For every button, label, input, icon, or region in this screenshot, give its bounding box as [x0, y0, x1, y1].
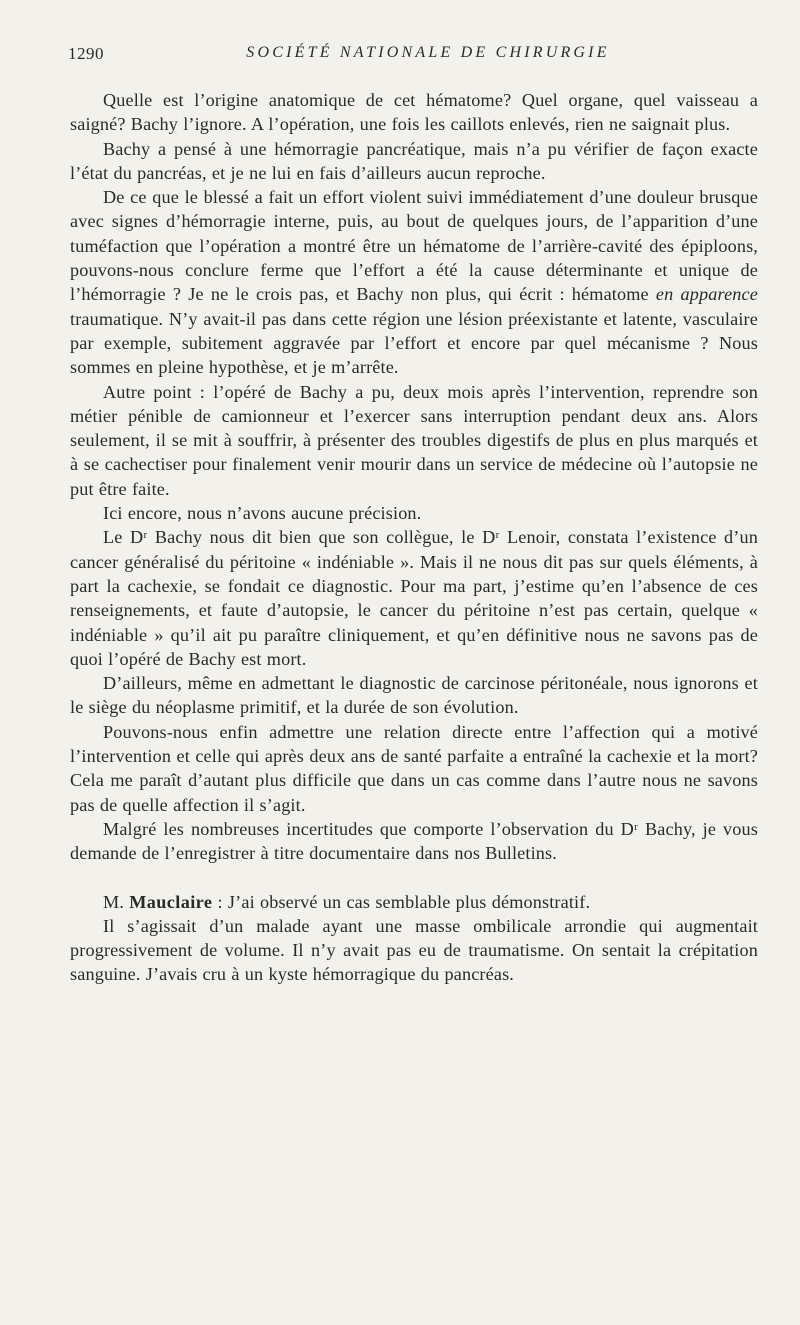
paragraph-effort-question-text: De ce que le blessé a fait un effort violent suivi immédiatement d’une douleur brusque avec signes d’hémorragie interne, puis, au bout de quelques jours, de l’apparition d’une tuméfaction que l’opération a montré être un hématome de l’arrière-cavité des épiploons, pouvons-nous conclure ferme que l’effort a été la cause déterminante et unique de l’hémorragie ?: [70, 187, 758, 305]
journal-title: SOCIÉTÉ NATIONALE DE CHIRURGIE: [246, 44, 610, 61]
paragraph-mauclaire-intro: [70, 890, 758, 914]
paragraph-other-point: Autre point : l’opéré de Bachy a pu, deux mois après l’intervention, reprendre son métier pénible de camionneur et l’exercer sans interruption pendant deux ans. Alors seulement, il se mit à souffrir, à présenter des troubles digestifs de plus en plus marqués et à se cachectiser pour finalement venir mourir dans un service de médecine où l’autopsie ne put être faite.: [70, 381, 758, 499]
speaker-name: Mauclaire: [129, 891, 213, 912]
paragraph-effort-tail-end: traumatique. N’y avait-il pas dans cette région une lésion préexistante et latente, vasculaire par exemple, subitement aggravée par l’effort et encore par quel mécanisme ? Nous sommes en pleine hypothèse, et je m’arrête.: [70, 308, 758, 378]
running-head: [70, 44, 758, 68]
paragraph-pancreatic-hemorrhage: Bachy a pensé à une hémorragie pancréatique, mais n’a pu vérifier de façon exacte l’état du pancréas, et je ne lui en fais d’ailleurs aucun reproche.: [70, 138, 758, 183]
paragraph-effort-question: [70, 185, 758, 379]
paragraph-mauclaire-case: Il s’agissait d’un malade ayant une masse ombilicale arrondie qui augmentait progressivement de volume. Il n’y avait pas eu de traumatisme. On sentait la crépitation sanguine. J’avais cru à un kyste hémorragique du pancréas.: [70, 915, 758, 985]
paragraph-carcinosis: D’ailleurs, même en admettant le diagnostic de carcinose péritonéale, nous ignorons et le siège du néoplasme primitif, et la durée de son évolution.: [70, 673, 758, 718]
paragraph-origin-question: Quelle est l’origine anatomique de cet hématome? Quel organe, quel vaisseau a saigné? Bachy l’ignore. A l’opération, une fois les caillots enlevés, rien ne saignait plus.: [70, 90, 758, 135]
speaker-prefix: M.: [103, 891, 125, 912]
paragraph-lenoir-diagnosis: Le Dʳ Bachy nous dit bien que son collègue, le Dʳ Lenoir, constata l’existence d’un cancer généralisé du péritoine « indéniable ». Mais il ne nous dit pas sur quels éléments, à part la cachexie, se fondait ce diagnostic. Pour ma part, j’estime qu’en l’absence de ces renseignements, et faute d’autopsie, le cancer du péritoine n’est pas certain, quelque « indéniable » qu’il ait pu paraître cliniquement, et qu’en définitive nous ne savons pas de quoi l’opéré de Bachy est mort.: [70, 527, 758, 669]
speaker-statement: : J’ai observé un cas semblable plus démonstratif.: [212, 891, 591, 912]
page-number: 1290: [68, 44, 104, 63]
italic-en-apparence: en apparence: [655, 284, 758, 305]
paragraph-direct-relation: Pouvons-nous enfin admettre une relation directe entre l’affection qui a motivé l’intervention et celle qui après deux ans de santé parfaite a entraîné la cachexie et la mort? Cela me paraît d’autant plus difficile que dans un cas comme dans l’autre nous ne savons pas de quelle affection il s’agit.: [70, 721, 758, 815]
paragraph-conclusion: Malgré les nombreuses incertitudes que comporte l’observation du Dʳ Bachy, je vous demande de l’enregistrer à titre documentaire dans nos Bulletins.: [70, 818, 758, 864]
article-body: [70, 88, 758, 987]
paragraph-no-precision: Ici encore, nous n’avons aucune précision.: [103, 503, 422, 524]
paragraph-effort-tail-start: Je ne le crois pas, et Bachy non plus, qui écrit : hématome: [188, 284, 649, 305]
